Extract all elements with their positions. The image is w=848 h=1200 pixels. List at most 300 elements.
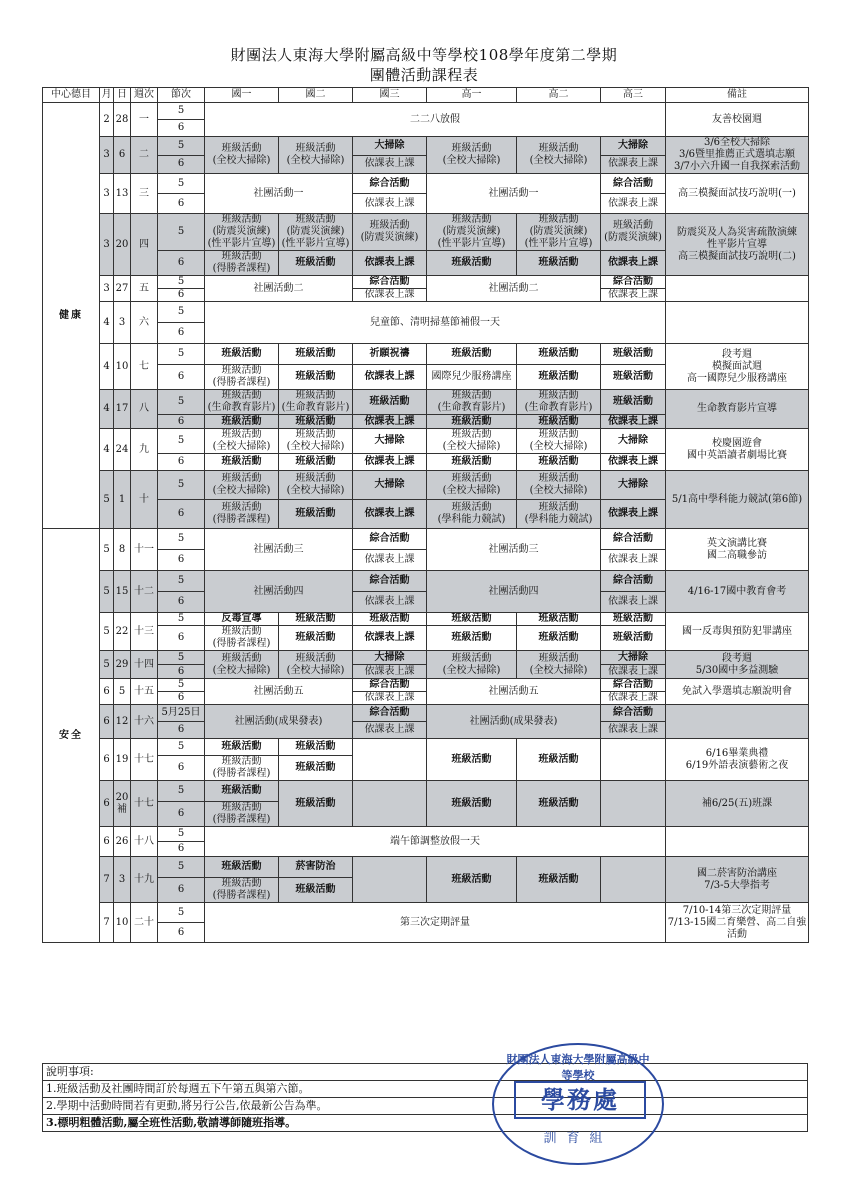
remark-cell: 友善校園週 [666, 103, 809, 137]
schedule-cell: 依課表上課 [353, 626, 427, 651]
note-item: 2.學期中活動時間若有更動,將另行公告,依最新公告為準。 [42, 1098, 808, 1115]
schedule-cell: 班級活動 (全校大掃除) [517, 471, 601, 500]
remark-cell: 國一反毒與預防犯罪講座 [666, 613, 809, 651]
schedule-cell: 依課表上課 [601, 550, 666, 571]
schedule-cell [353, 857, 427, 903]
schedule-cell: 依課表上課 [601, 415, 666, 429]
schedule-cell: 依課表上課 [353, 665, 427, 679]
remark-cell [666, 705, 809, 739]
schedule-cell: 社團活動二 [427, 276, 601, 302]
seal-main-text: 學務處 [514, 1081, 646, 1119]
schedule-cell: 班級活動 (全校大掃除) [517, 137, 601, 174]
remark-cell: 高三模擬面試技巧說明(一) [666, 174, 809, 214]
schedule-cell: 依課表上課 [353, 722, 427, 739]
day-cell: 3 [114, 302, 131, 344]
month-cell: 4 [100, 302, 114, 344]
period-cell: 5 [158, 276, 205, 289]
schedule-cell: 綜合活動 [353, 571, 427, 592]
week-row [43, 529, 809, 550]
week-cell: 七 [131, 344, 158, 390]
schedule-cell: 綜合活動 [601, 276, 666, 289]
day-cell: 26 [114, 827, 131, 857]
note-item: 3.標明粗體活動,屬全班性活動,敬請導師隨班指導。 [42, 1115, 808, 1132]
week-row [43, 739, 809, 756]
remark-cell: 5/1高中學科能力競試(第6節) [666, 471, 809, 529]
schedule-cell: 社團活動四 [427, 571, 601, 613]
week-row [43, 344, 809, 365]
period-cell: 6 [158, 923, 205, 943]
schedule-cell: 班級活動 (全校大掃除) [205, 651, 279, 679]
schedule-cell: 班級活動 [279, 365, 353, 390]
period-cell: 5 [158, 903, 205, 923]
month-cell: 6 [100, 705, 114, 739]
schedule-cell: 班級活動 [205, 415, 279, 429]
schedule-cell [601, 857, 666, 903]
document-title: 財團法人東海大學附屬高級中等學校108學年度第二學期 [230, 46, 618, 64]
schedule-cell: 綜合活動 [353, 679, 427, 692]
schedule-cell: 班級活動 (全校大掃除) [427, 471, 517, 500]
schedule-cell: 依課表上課 [353, 251, 427, 276]
week-row [43, 827, 809, 842]
schedule-cell: 班級活動 [427, 415, 517, 429]
period-cell: 5 [158, 529, 205, 550]
week-row [43, 471, 809, 500]
schedule-cell: 二二八放假 [205, 103, 666, 137]
day-cell: 27 [114, 276, 131, 302]
schedule-cell: 社團活動一 [427, 174, 601, 214]
month-cell: 5 [100, 613, 114, 651]
week-cell: 八 [131, 390, 158, 429]
month-cell: 4 [100, 344, 114, 390]
schedule-cell: 綜合活動 [353, 705, 427, 722]
schedule-cell [601, 781, 666, 827]
schedule-cell: 班級活動 [205, 454, 279, 471]
schedule-cell: 班級活動 (全校大掃除) [427, 137, 517, 174]
column-header: 國二 [279, 88, 353, 103]
week-row [43, 679, 809, 692]
schedule-cell: 班級活動 (得勝者課程) [205, 756, 279, 781]
period-cell: 6 [158, 500, 205, 529]
schedule-cell: 依課表上課 [601, 289, 666, 302]
header-row [43, 88, 809, 103]
period-cell: 6 [158, 722, 205, 739]
month-cell: 6 [100, 679, 114, 705]
period-cell: 5 [158, 651, 205, 665]
day-cell: 10 [114, 903, 131, 943]
week-cell: 十三 [131, 613, 158, 651]
day-cell: 3 [114, 857, 131, 903]
schedule-cell: 社團活動四 [205, 571, 353, 613]
schedule-cell: 依課表上課 [353, 692, 427, 705]
schedule-cell: 兒童節、清明掃墓節補假一天 [205, 302, 666, 344]
schedule-cell: 班級活動 [205, 781, 279, 802]
period-cell: 5 [158, 679, 205, 692]
schedule-cell: 班級活動 [601, 613, 666, 626]
schedule-cell: 綜合活動 [601, 174, 666, 194]
schedule-cell [353, 739, 427, 781]
day-cell: 8 [114, 529, 131, 571]
schedule-cell: 依課表上課 [353, 592, 427, 613]
schedule-cell: 班級活動 [279, 739, 353, 756]
schedule-cell: 班級活動 [427, 613, 517, 626]
schedule-cell: 端午節調整放假一天 [205, 827, 666, 857]
schedule-cell: 班級活動 (防震災演練) [353, 214, 427, 251]
schedule-cell: 依課表上課 [601, 692, 666, 705]
week-cell: 九 [131, 429, 158, 471]
period-cell: 5 [158, 137, 205, 156]
remark-cell: 免試入學選填志願說明會 [666, 679, 809, 705]
schedule-cell: 班級活動 [279, 251, 353, 276]
schedule-cell: 依課表上課 [601, 592, 666, 613]
schedule-cell: 班級活動 [353, 390, 427, 415]
schedule-cell: 依課表上課 [353, 454, 427, 471]
month-cell: 3 [100, 214, 114, 276]
schedule-cell: 社團活動五 [427, 679, 601, 705]
schedule-cell: 班級活動 (得勝者課程) [205, 251, 279, 276]
week-row [43, 651, 809, 665]
schedule-cell: 依課表上課 [601, 722, 666, 739]
day-cell: 29 [114, 651, 131, 679]
schedule-cell: 班級活動 [601, 626, 666, 651]
period-cell: 6 [158, 626, 205, 651]
office-seal [492, 1043, 664, 1165]
schedule-cell: 班級活動 [279, 878, 353, 903]
schedule-cell: 班級活動 (得勝者課程) [205, 365, 279, 390]
week-row [43, 571, 809, 592]
period-cell: 5 [158, 302, 205, 323]
schedule-cell: 班級活動 [279, 415, 353, 429]
period-cell: 5 [158, 429, 205, 454]
schedule-cell: 大掃除 [601, 429, 666, 454]
week-row [43, 276, 809, 289]
schedule-cell: 班級活動 (學科能力競試) [517, 500, 601, 529]
schedule-cell: 社團活動三 [427, 529, 601, 571]
column-header: 月 [100, 88, 114, 103]
period-cell: 6 [158, 323, 205, 344]
period-cell: 5 [158, 613, 205, 626]
period-cell: 5 [158, 739, 205, 756]
schedule-cell: 班級活動 [427, 626, 517, 651]
schedule-cell: 班級活動 [279, 756, 353, 781]
month-cell: 7 [100, 857, 114, 903]
week-row [43, 137, 809, 156]
period-cell: 5 [158, 471, 205, 500]
week-cell: 十四 [131, 651, 158, 679]
schedule-cell: 依課表上課 [601, 500, 666, 529]
schedule-cell: 班級活動 [353, 613, 427, 626]
period-cell: 5 [158, 103, 205, 120]
schedule-cell: 班級活動 (防震災演練) (性平影片宣導) [427, 214, 517, 251]
schedule-cell: 班級活動 [517, 365, 601, 390]
month-cell: 6 [100, 781, 114, 827]
schedule-cell: 班級活動 (全校大掃除) [205, 471, 279, 500]
schedule-cell: 大掃除 [353, 137, 427, 156]
day-cell: 19 [114, 739, 131, 781]
schedule-cell: 社團活動五 [205, 679, 353, 705]
schedule-cell: 大掃除 [353, 471, 427, 500]
schedule-cell: 依課表上課 [353, 550, 427, 571]
schedule-cell: 班級活動 (防震災演練) (性平影片宣導) [279, 214, 353, 251]
column-header: 日 [114, 88, 131, 103]
period-cell: 6 [158, 155, 205, 174]
period-cell: 6 [158, 756, 205, 781]
period-cell: 6 [158, 592, 205, 613]
schedule-cell: 社團活動(成果發表) [427, 705, 601, 739]
day-cell: 13 [114, 174, 131, 214]
day-cell: 28 [114, 103, 131, 137]
month-cell: 5 [100, 529, 114, 571]
remark-cell: 補6/25(五)班課 [666, 781, 809, 827]
schedule-cell: 班級活動 [517, 739, 601, 781]
schedule-cell: 班級活動 (全校大掃除) [427, 651, 517, 679]
period-cell: 6 [158, 415, 205, 429]
schedule-cell: 社團活動一 [205, 174, 353, 214]
remark-cell: 防震災及人為災害疏散演練 性平影片宣導 高三模擬面試技巧說明(二) [666, 214, 809, 276]
period-cell: 5 [158, 857, 205, 878]
week-cell: 四 [131, 214, 158, 276]
schedule-cell: 班級活動 (防震災演練) (性平影片宣導) [205, 214, 279, 251]
schedule-cell: 班級活動 (生命教育影片) [517, 390, 601, 415]
week-row [43, 705, 809, 722]
remark-cell [666, 276, 809, 302]
period-cell: 5 [158, 390, 205, 415]
week-row [43, 174, 809, 194]
schedule-cell: 依課表上課 [353, 155, 427, 174]
month-cell: 3 [100, 137, 114, 174]
remark-cell: 段考週 模擬面試週 高一國際兒少服務講座 [666, 344, 809, 390]
schedule-cell: 班級活動 [427, 454, 517, 471]
schedule-cell: 大掃除 [601, 137, 666, 156]
schedule-cell: 第三次定期評量 [205, 903, 666, 943]
day-cell: 5 [114, 679, 131, 705]
schedule-cell: 班級活動 (全校大掃除) [205, 137, 279, 174]
schedule-cell: 班級活動 [517, 626, 601, 651]
schedule-cell: 社團活動(成果發表) [205, 705, 353, 739]
week-cell: 十一 [131, 529, 158, 571]
week-cell: 五 [131, 276, 158, 302]
day-cell: 15 [114, 571, 131, 613]
schedule-cell: 大掃除 [601, 651, 666, 665]
schedule-cell: 依課表上課 [601, 155, 666, 174]
schedule-cell: 國際兒少服務講座 [427, 365, 517, 390]
period-cell: 6 [158, 665, 205, 679]
period-cell: 6 [158, 878, 205, 903]
schedule-cell: 班級活動 [427, 739, 517, 781]
column-header: 高三 [601, 88, 666, 103]
period-cell: 6 [158, 251, 205, 276]
schedule-cell: 班級活動 [601, 365, 666, 390]
month-cell: 2 [100, 103, 114, 137]
month-cell: 3 [100, 276, 114, 302]
period-cell: 6 [158, 454, 205, 471]
schedule-cell: 班級活動 (全校大掃除) [279, 137, 353, 174]
schedule-cell: 綜合活動 [353, 174, 427, 194]
category-cell: 安全 [43, 529, 100, 943]
schedule-cell: 大掃除 [353, 429, 427, 454]
period-cell: 6 [158, 692, 205, 705]
week-row [43, 613, 809, 626]
month-cell: 3 [100, 174, 114, 214]
schedule-cell: 班級活動 [427, 781, 517, 827]
schedule-cell: 班級活動 [205, 739, 279, 756]
period-cell: 6 [158, 194, 205, 214]
week-cell: 二 [131, 137, 158, 174]
schedule-cell: 依課表上課 [601, 194, 666, 214]
period-cell: 5 [158, 174, 205, 194]
period-cell: 5 [158, 827, 205, 842]
schedule-cell: 綜合活動 [601, 679, 666, 692]
remark-cell: 3/6全校大掃除 3/6暨里推薦正式選填志願 3/7小六升國一自我探索活動 [666, 137, 809, 174]
week-cell: 十七 [131, 781, 158, 827]
remark-cell [666, 827, 809, 857]
column-header: 中心德目 [43, 88, 100, 103]
schedule-cell: 班級活動 [205, 344, 279, 365]
day-cell: 1 [114, 471, 131, 529]
schedule-cell: 班級活動 [517, 251, 601, 276]
week-row [43, 781, 809, 802]
schedule-cell: 菸害防治 [279, 857, 353, 878]
period-cell: 6 [158, 842, 205, 857]
schedule-cell: 綜合活動 [353, 529, 427, 550]
schedule-cell: 班級活動 (全校大掃除) [279, 471, 353, 500]
week-cell: 十七 [131, 739, 158, 781]
schedule-cell: 班級活動 [517, 344, 601, 365]
period-cell: 6 [158, 550, 205, 571]
schedule-cell: 班級活動 [279, 500, 353, 529]
schedule-cell: 祈願祝禱 [353, 344, 427, 365]
period-cell: 6 [158, 289, 205, 302]
column-header: 備註 [666, 88, 809, 103]
period-cell: 6 [158, 120, 205, 137]
period-cell: 5 [158, 781, 205, 802]
schedule-cell: 依課表上課 [353, 194, 427, 214]
week-row [43, 302, 809, 323]
schedule-cell: 依課表上課 [353, 289, 427, 302]
column-header: 週次 [131, 88, 158, 103]
schedule-cell: 班級活動 [279, 454, 353, 471]
schedule-cell: 班級活動 [279, 626, 353, 651]
week-row [43, 429, 809, 454]
period-cell: 6 [158, 365, 205, 390]
schedule-cell: 班級活動 (得勝者課程) [205, 626, 279, 651]
month-cell: 6 [100, 827, 114, 857]
seal-top-text: 財團法人東海大學附屬高級中等學校 [506, 1053, 650, 1082]
schedule-cell: 班級活動 (得勝者課程) [205, 802, 279, 827]
schedule-cell: 依課表上課 [353, 415, 427, 429]
schedule-cell: 大掃除 [601, 471, 666, 500]
remark-cell: 生命教育影片宣導 [666, 390, 809, 429]
month-cell: 5 [100, 651, 114, 679]
remark-cell: 校慶園遊會 國中英語讀者劇場比賽 [666, 429, 809, 471]
seal-bottom-text: 訓育組 [543, 1131, 613, 1146]
schedule-cell: 班級活動 (全校大掃除) [279, 651, 353, 679]
month-cell: 7 [100, 903, 114, 943]
week-cell: 十九 [131, 857, 158, 903]
remark-cell: 段考週 5/30國中多益測驗 [666, 651, 809, 679]
schedule-cell: 班級活動 [279, 344, 353, 365]
schedule-cell: 班級活動 [427, 344, 517, 365]
column-header: 國三 [353, 88, 427, 103]
schedule-cell: 班級活動 [517, 454, 601, 471]
schedule-table [42, 87, 809, 943]
schedule-cell: 班級活動 [601, 390, 666, 415]
period-cell: 5月25日 [158, 705, 205, 722]
day-cell: 10 [114, 344, 131, 390]
period-cell: 5 [158, 344, 205, 365]
schedule-cell: 班級活動 [517, 857, 601, 903]
schedule-cell [601, 739, 666, 781]
schedule-cell: 班級活動 (生命教育影片) [427, 390, 517, 415]
schedule-cell: 依課表上課 [601, 454, 666, 471]
month-cell: 5 [100, 571, 114, 613]
schedule-cell: 班級活動 [517, 781, 601, 827]
week-row [43, 103, 809, 120]
column-header: 節次 [158, 88, 205, 103]
week-cell: 三 [131, 174, 158, 214]
week-cell: 十 [131, 471, 158, 529]
day-cell: 20 補 [114, 781, 131, 827]
month-cell: 5 [100, 471, 114, 529]
remark-cell: 6/16畢業典禮 6/19外語表演藝術之夜 [666, 739, 809, 781]
period-cell: 5 [158, 571, 205, 592]
schedule-cell: 綜合活動 [601, 529, 666, 550]
schedule-cell [353, 781, 427, 827]
schedule-cell: 依課表上課 [353, 500, 427, 529]
schedule-cell: 依課表上課 [601, 251, 666, 276]
note-item: 1.班級活動及社團時間訂於每週五下午第五與第六節。 [42, 1081, 808, 1098]
schedule-cell: 班級活動 (得勝者課程) [205, 878, 279, 903]
schedule-cell: 班級活動 [279, 781, 353, 827]
month-cell: 4 [100, 429, 114, 471]
schedule-cell: 綜合活動 [353, 276, 427, 289]
day-cell: 6 [114, 137, 131, 174]
week-row [43, 214, 809, 251]
week-cell: 六 [131, 302, 158, 344]
column-header: 國一 [205, 88, 279, 103]
schedule-cell: 班級活動 [279, 613, 353, 626]
month-cell: 6 [100, 739, 114, 781]
week-cell: 十五 [131, 679, 158, 705]
document-subtitle: 團體活動課程表 [369, 66, 479, 84]
day-cell: 12 [114, 705, 131, 739]
schedule-cell: 班級活動 (防震災演練) (性平影片宣導) [517, 214, 601, 251]
week-cell: 十二 [131, 571, 158, 613]
schedule-cell: 班級活動 [205, 857, 279, 878]
schedule-cell: 依課表上課 [353, 365, 427, 390]
schedule-cell: 班級活動 [517, 613, 601, 626]
day-cell: 24 [114, 429, 131, 471]
schedule-cell: 綜合活動 [601, 571, 666, 592]
schedule-cell: 班級活動 [427, 251, 517, 276]
remark-cell: 英文演講比賽 國二高職參訪 [666, 529, 809, 571]
month-cell: 4 [100, 390, 114, 429]
notes-box [42, 1063, 808, 1132]
schedule-cell: 社團活動二 [205, 276, 353, 302]
schedule-cell: 班級活動 (生命教育影片) [279, 390, 353, 415]
column-header: 高二 [517, 88, 601, 103]
schedule-cell: 班級活動 (得勝者課程) [205, 500, 279, 529]
schedule-cell: 班級活動 [601, 344, 666, 365]
schedule-cell: 班級活動 (全校大掃除) [205, 429, 279, 454]
schedule-cell: 依課表上課 [601, 665, 666, 679]
remark-cell: 國二菸害防治講座 7/3-5大學指考 [666, 857, 809, 903]
day-cell: 20 [114, 214, 131, 276]
schedule-cell: 班級活動 (全校大掃除) [517, 651, 601, 679]
schedule-cell: 班級活動 (生命教育影片) [205, 390, 279, 415]
week-cell: 十八 [131, 827, 158, 857]
period-cell: 6 [158, 802, 205, 827]
category-cell: 健康 [43, 103, 100, 529]
